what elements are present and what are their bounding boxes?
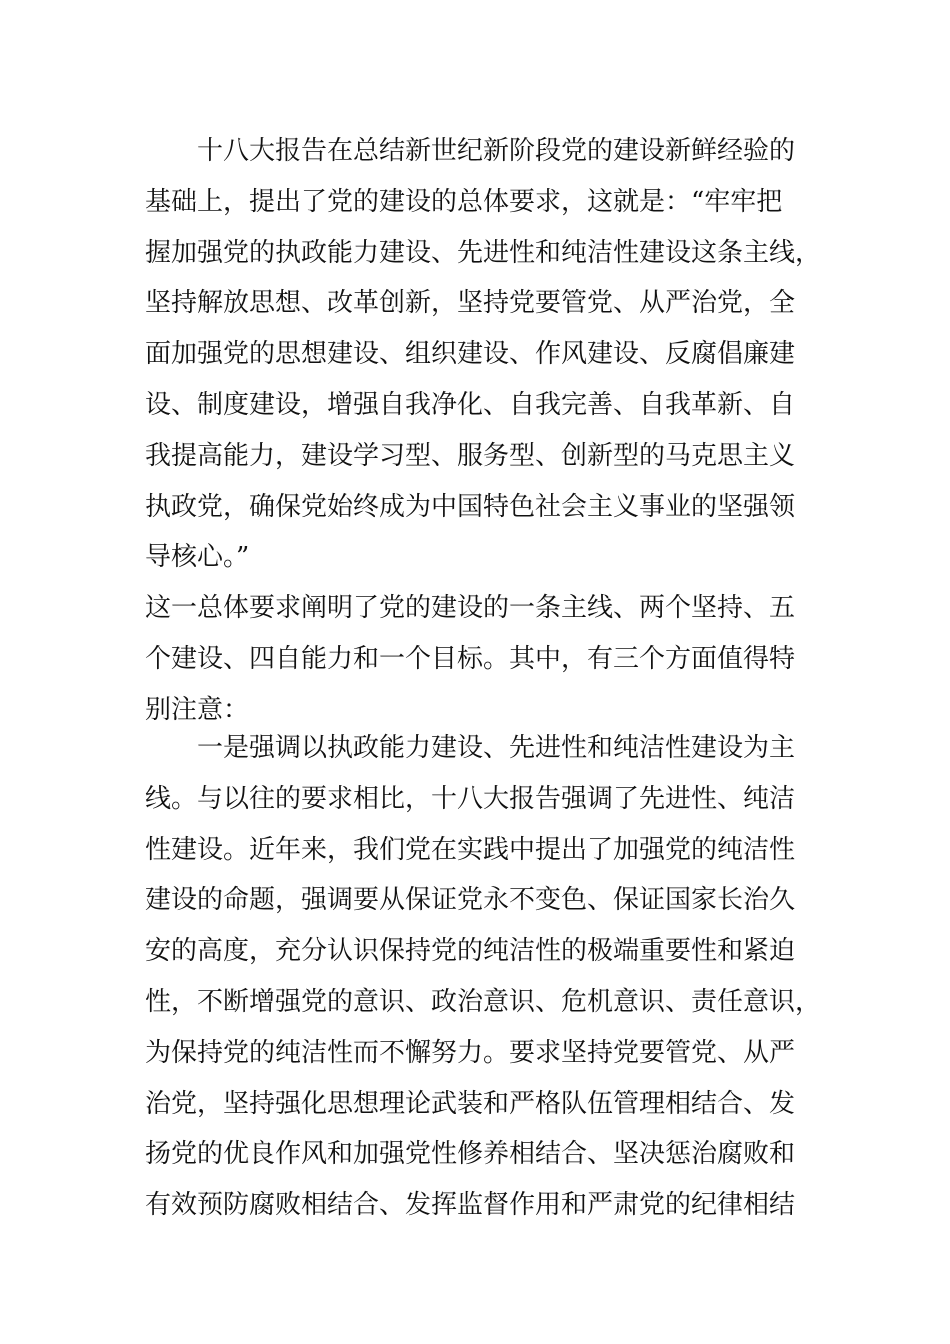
text-line: 治党，坚持强化思想理论武装和严格队伍管理相结合、发 [145,1088,796,1119]
text-line: 握加强党的执政能力建设、先进性和纯洁性建设这条主线， [145,237,822,268]
text-line: 十八大报告在总结新世纪新阶段党的建设新鲜经验的 [197,136,796,166]
text-line: 设、制度建设，增强自我净化、自我完善、自我革新、自 [145,389,796,420]
text-line: 性，不断增强党的意识、政治意识、危机意识、责任意识， [145,986,822,1017]
paragraph-summary [145,583,805,735]
text-line: 基础上，提出了党的建设的总体要求，这就是：“牢牢把 [145,186,783,217]
text-line: 一是强调以执政能力建设、先进性和纯洁性建设为主 [197,733,796,763]
text-line: 面加强党的思想建设、组织建设、作风建设、反腐倡廉建 [145,339,796,370]
text-line: 执政党，确保党始终成为中国特色社会主义事业的坚强领 [145,491,796,522]
text-line: 建设的命题，强调要从保证党永不变色、保证国家长治久 [145,885,796,916]
text-line: 我提高能力，建设学习型、服务型、创新型的马克思主义 [145,440,796,471]
paragraph-point-one [145,723,822,1231]
text-line: 线。与以往的要求相比，十八大报告强调了先进性、纯洁 [145,783,796,814]
text-line: 导核心。” [145,542,250,573]
paragraph-overall-requirements [145,126,822,583]
text-line: 有效预防腐败相结合、发挥监督作用和严肃党的纪律相结 [145,1190,796,1221]
text-line: 安的高度，充分认识保持党的纯洁性的极端重要性和紧迫 [145,936,796,967]
text-line: 别注意： [145,694,250,725]
text-line: 为保持党的纯洁性而不懈努力。要求坚持党要管党、从严 [145,1037,796,1068]
text-line: 性建设。近年来，我们党在实践中提出了加强党的纯洁性 [145,834,796,865]
text-line: 个建设、四自能力和一个目标。其中，有三个方面值得特 [145,643,796,674]
text-line: 扬党的优良作风和加强党性修养相结合、坚决惩治腐败和 [145,1139,796,1170]
text-line: 这一总体要求阐明了党的建设的一条主线、两个坚持、五 [145,593,796,623]
text-line: 坚持解放思想、改革创新，坚持党要管党、从严治党，全 [145,288,796,319]
